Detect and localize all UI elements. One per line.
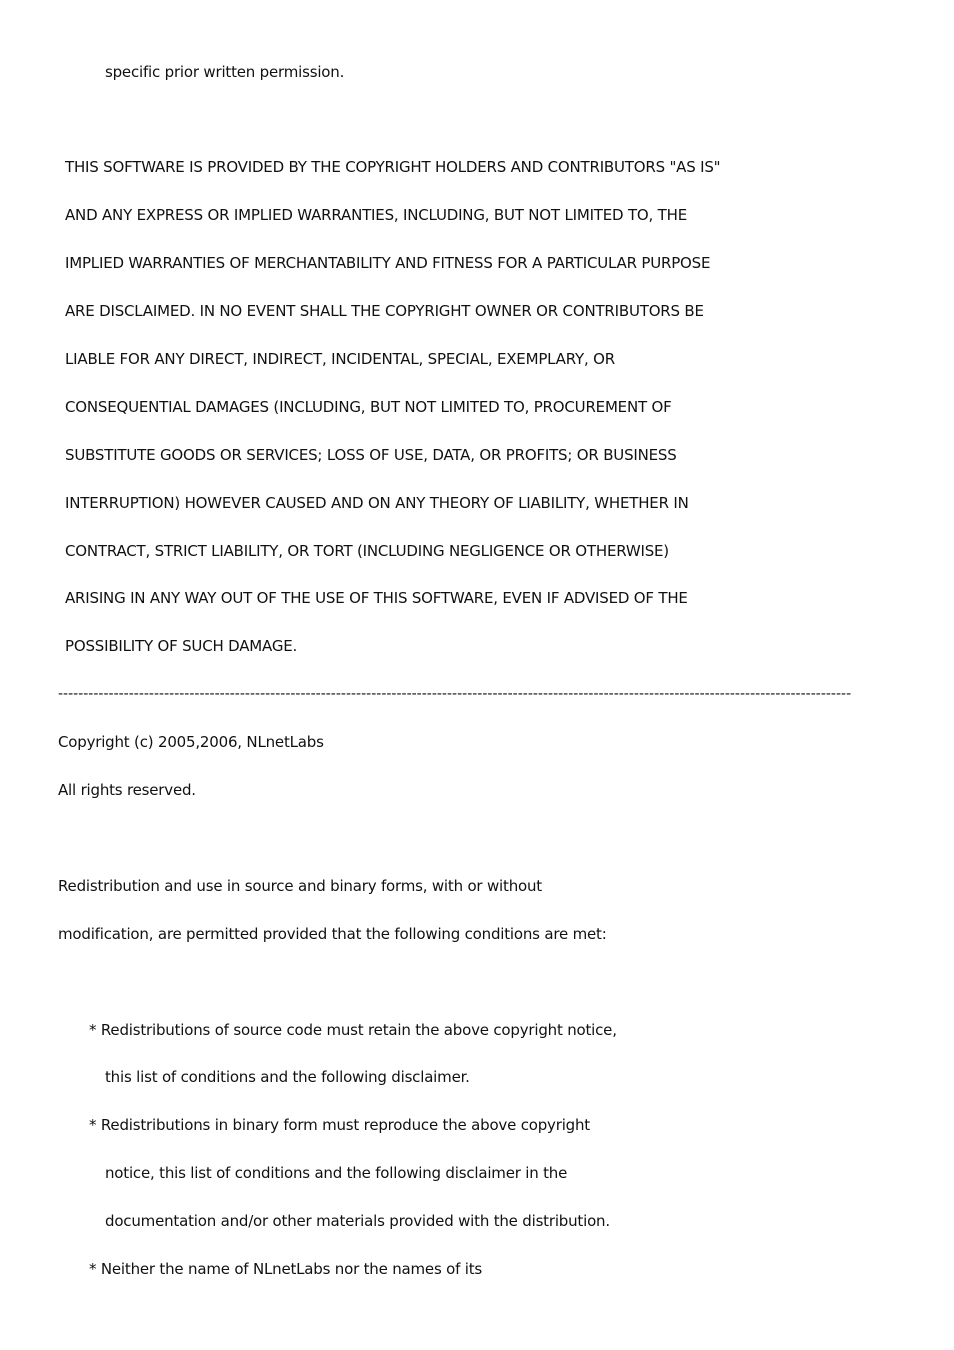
condition-line: * Redistributions of source code must retain the above copyright notice,: [89, 1021, 617, 1039]
disclaimer-line: CONTRACT, STRICT LIABILITY, OR TORT (INCLUDING NEGLIGENCE OR OTHERWISE): [65, 542, 669, 560]
disclaimer-line: IMPLIED WARRANTIES OF MERCHANTABILITY AND FITNESS FOR A PARTICULAR PURPOSE: [65, 254, 711, 272]
condition-line: * Redistributions in binary form must reproduce the above copyright: [89, 1116, 590, 1134]
disclaimer-line: CONSEQUENTIAL DAMAGES (INCLUDING, BUT NOT LIMITED TO, PROCUREMENT OF: [65, 398, 672, 416]
disclaimer-line: AND ANY EXPRESS OR IMPLIED WARRANTIES, INCLUDING, BUT NOT LIMITED TO, THE: [65, 206, 687, 224]
intro-line: modification, are permitted provided that the following conditions are met:: [58, 925, 607, 943]
disclaimer-line: ARISING IN ANY WAY OUT OF THE USE OF THIS SOFTWARE, EVEN IF ADVISED OF THE: [65, 589, 688, 607]
condition-line: notice, this list of conditions and the following disclaimer in the: [105, 1164, 568, 1182]
license-text-line: specific prior written permission.: [105, 63, 345, 81]
disclaimer-line: SUBSTITUTE GOODS OR SERVICES; LOSS OF USE, DATA, OR PROFITS; OR BUSINESS: [65, 446, 677, 464]
condition-line: documentation and/or other materials provided with the distribution.: [105, 1212, 610, 1230]
condition-line: this list of conditions and the following disclaimer.: [105, 1068, 470, 1086]
disclaimer-line: POSSIBILITY OF SUCH DAMAGE.: [65, 637, 298, 655]
condition-line: * Neither the name of NLnetLabs nor the names of its: [89, 1260, 483, 1278]
disclaimer-line: INTERRUPTION) HOWEVER CAUSED AND ON ANY THEORY OF LIABILITY, WHETHER IN: [65, 494, 689, 512]
copyright-line: Copyright (c) 2005,2006, NLnetLabs: [58, 733, 324, 751]
disclaimer-line: ARE DISCLAIMED. IN NO EVENT SHALL THE COPYRIGHT OWNER OR CONTRIBUTORS BE: [65, 302, 704, 320]
disclaimer-line: LIABLE FOR ANY DIRECT, INDIRECT, INCIDENTAL, SPECIAL, EXEMPLARY, OR: [65, 350, 615, 368]
section-separator: -------------------------------------------------------------------------------------------------------------------------------------------------------------: [58, 686, 852, 702]
intro-line: Redistribution and use in source and binary forms, with or without: [58, 877, 542, 895]
rights-line: All rights reserved.: [58, 781, 196, 799]
disclaimer-line: THIS SOFTWARE IS PROVIDED BY THE COPYRIGHT HOLDERS AND CONTRIBUTORS "AS IS": [65, 158, 721, 176]
